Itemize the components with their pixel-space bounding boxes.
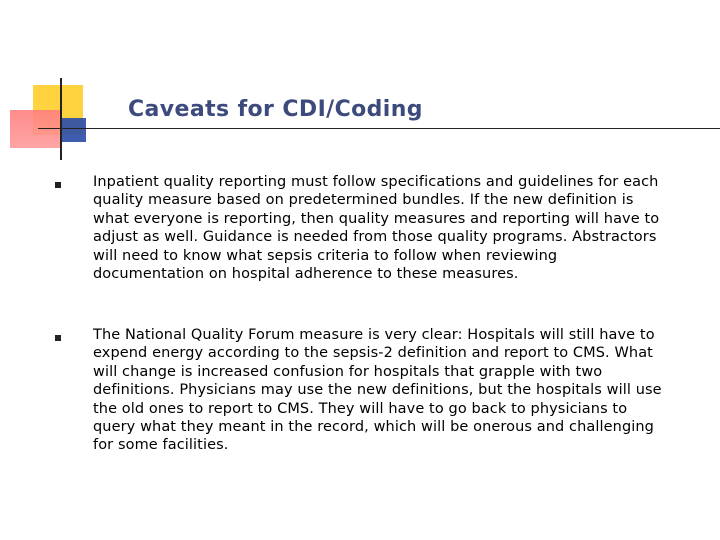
decoration-horizontal-line <box>38 128 720 129</box>
decoration-blue-square <box>62 118 86 142</box>
decoration-red-square <box>10 110 60 148</box>
decoration-vertical-line <box>60 78 62 160</box>
slide-title: Caveats for CDI/Coding <box>128 97 423 122</box>
title-decoration <box>0 0 720 170</box>
bullet-marker-icon <box>55 335 61 341</box>
bullet-text: Inpatient quality reporting must follow specifications and guidelines for each quality measure based on predetermined bundles. If the new definition is what everyone is reporting, then quality measures and reporting will have to adjust as well. Guidance is needed from those quality programs. Abstractors will need to know what sepsis criteria to follow when reviewing documentation on hospital adherence to these measures. <box>93 174 660 283</box>
bullet-text: The National Quality Forum measure is very clear: Hospitals will still have to expend energy according to the sepsis-2 definition and report to CMS. What will change is increased confusion for hospitals that grapple with two definitions. Physicians may use the new definitions, but the hospitals will use the old ones to report to CMS. They will have to go back to physicians to query what they meant in the record, which will be onerous and challenging for some facilities. <box>93 327 662 454</box>
bullet-marker-icon <box>55 182 61 188</box>
